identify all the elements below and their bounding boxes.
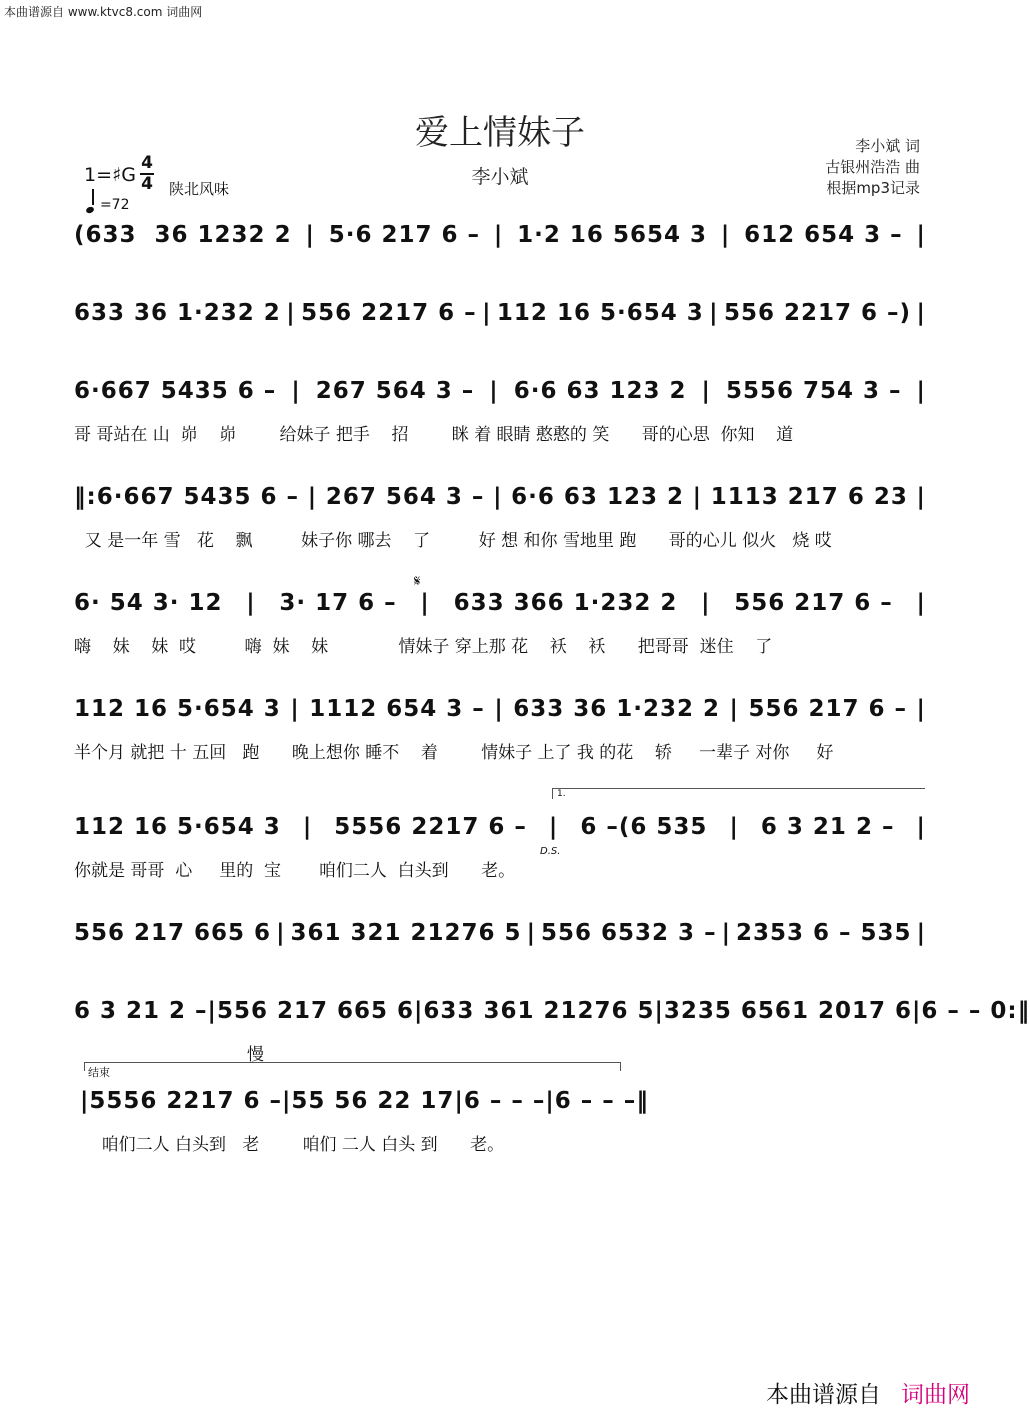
measure-notes: 556 217 6 –	[734, 590, 893, 616]
measure-notes: 267 564 3 –	[315, 378, 475, 404]
barline: |	[80, 1088, 90, 1114]
segno-icon: 𝄋	[414, 572, 421, 590]
quarter-note-icon	[85, 206, 95, 214]
barline: |	[916, 696, 926, 722]
barline: |	[729, 696, 739, 722]
slow-marking: 慢	[247, 1045, 264, 1065]
score-line-3	[74, 378, 926, 448]
barline: |	[302, 814, 313, 840]
score-line-8	[74, 920, 926, 960]
barline: |	[246, 590, 256, 616]
measure-notes: 6 3 21 2 –	[760, 814, 895, 840]
key-signature: 1=♯G	[84, 164, 136, 186]
style-marking: 陕北风味	[169, 180, 230, 198]
lyrics-row: 哥 哥站在 山 峁 峁 给妹子 把手 招 眯 着 眼睛 憨憨的 笑 哥的心思 你知 道	[74, 425, 794, 445]
barline: ‖	[636, 1088, 649, 1114]
time-signature-top: 4	[141, 153, 153, 173]
tempo-value: =72	[99, 197, 130, 213]
measure-notes: 6 – – –	[554, 1088, 637, 1114]
volta-bracket	[552, 788, 925, 799]
measure-notes: 6·6 63 123 2	[513, 378, 687, 404]
barline: |	[307, 484, 318, 510]
measure-notes: 361 321 21276 5	[290, 920, 522, 946]
watermark-top: 本曲谱源自 www.ktvc8.com 词曲网	[4, 5, 203, 19]
measure-notes: 633 366 1·232 2	[453, 590, 678, 616]
score-line-9	[74, 998, 1030, 1038]
barline: |	[720, 222, 731, 248]
watermark-source: 本曲谱源自	[766, 1382, 881, 1408]
barline: |	[911, 998, 922, 1024]
notes-row	[74, 998, 1030, 1024]
barline: |	[916, 222, 926, 248]
notes-row	[74, 814, 926, 840]
measure-notes: 55 56 22 17	[291, 1088, 455, 1114]
score-line-1	[74, 222, 926, 262]
barline: |	[916, 590, 926, 616]
song-title: 爱上情妹子	[415, 113, 585, 153]
measure-notes: 6·6 63 123 2	[511, 484, 684, 510]
time-signature-bottom: 4	[141, 174, 153, 194]
notes-row	[74, 920, 926, 946]
barline: |	[721, 920, 731, 946]
barline: |	[692, 484, 703, 510]
lyricist-credit: 李小斌 词	[855, 137, 920, 155]
measure-notes: 556 217 665 6	[216, 998, 415, 1024]
barline: |	[290, 696, 300, 722]
measure-notes: 267 564 3 –	[325, 484, 485, 510]
ending-label: 结束	[88, 1066, 110, 1079]
measure-notes: 6·667 5435 6 –	[74, 378, 277, 404]
measure-notes: 556 217 665 6	[74, 920, 272, 946]
barline: |	[489, 378, 499, 404]
lyrics-row: 你就是 哥哥 心 里的 宝 咱们二人 白头到 老。	[74, 861, 516, 881]
barline: |	[207, 998, 217, 1024]
barline: |	[482, 300, 492, 326]
lyrics-row: 嗨 妹 妹 哎 嗨 妹 妹 情妹子 穿上那 花 袄 袄 把哥哥 迷住 了	[74, 637, 773, 657]
ending-bracket	[84, 1062, 621, 1071]
notes-row	[74, 484, 926, 510]
time-signature	[139, 154, 155, 194]
measure-notes: 1·2 16 5654 3	[517, 222, 707, 248]
measure-notes: 6 – – –	[463, 1088, 546, 1114]
ds-mark: D.S.	[540, 846, 561, 857]
performer: 李小斌	[471, 166, 529, 188]
barline: |	[494, 696, 504, 722]
measure-notes: 556 2217 6 –	[301, 300, 477, 326]
composer-credit: 古银州浩浩 曲	[825, 158, 920, 176]
score-line-5	[74, 590, 926, 660]
notes-row	[74, 378, 926, 404]
barline: |	[916, 300, 926, 326]
measure-notes: 6 – – 0:‖	[921, 998, 1030, 1024]
notes-row	[80, 1088, 649, 1114]
volta-label: 1.	[557, 789, 566, 799]
lyrics-row: 半个月 就把 十 五回 跑 晚上想你 睡不 着 情妹子 上了 我 的花 轿 一辈子 对你 好	[74, 743, 834, 763]
measure-notes: (633 36 1232 2	[74, 222, 292, 248]
barline: |	[916, 378, 926, 404]
notes-row	[74, 222, 926, 248]
measure-notes: 5556 2217 6 –	[89, 1088, 282, 1114]
barline: |	[305, 222, 315, 248]
measure-notes: 5556 754 3 –	[725, 378, 902, 404]
measure-notes: 3235 6561 2017 6	[663, 998, 912, 1024]
measure-notes: 6 –(6 535	[580, 814, 708, 840]
measure-notes: 3· 17 6 –	[279, 590, 397, 616]
barline: |	[701, 590, 711, 616]
measure-notes: 556 2217 6 –)	[724, 300, 912, 326]
barline: |	[916, 484, 926, 510]
measure-notes: 6· 54 3· 12	[74, 590, 223, 616]
lyrics-row: 又 是一年 雪 花 飘 妹子你 哪去 了 好 想 和你 雪地里 跑 哥的心儿 似火 烧 哎	[74, 531, 832, 551]
barline: |	[709, 300, 719, 326]
measure-notes: 633 36 1·232 2	[74, 300, 281, 326]
score-line-4	[74, 484, 926, 554]
barline: |	[281, 1088, 292, 1114]
credits	[825, 136, 920, 199]
notes-row	[74, 696, 926, 722]
score-line-6	[74, 696, 926, 766]
barline: |	[916, 814, 926, 840]
watermark-site[interactable]: 词曲网	[901, 1382, 970, 1408]
barline: |	[729, 814, 739, 840]
barline: |	[545, 1088, 555, 1114]
measure-notes: 1112 654 3 –	[309, 696, 485, 722]
barline: |	[526, 920, 536, 946]
score-line-2	[74, 300, 926, 340]
lyrics-row: 咱们二人 白头到 老 咱们 二人 白头 到 老。	[80, 1135, 505, 1155]
barline: |	[286, 300, 296, 326]
measure-notes: 112 16 5·654 3	[74, 696, 281, 722]
notes-row	[74, 590, 926, 616]
measure-notes: ‖:6·667 5435 6 –	[74, 484, 299, 510]
measure-notes: 633 361 21276 5	[423, 998, 655, 1024]
measure-notes: 5·6 217 6 –	[328, 222, 481, 248]
measure-notes: 112 16 5·654 3	[496, 300, 704, 326]
measure-notes: 556 217 6 –	[748, 696, 908, 722]
measure-notes: 6 3 21 2 –	[74, 998, 208, 1024]
measure-notes: 2353 6 – 535	[736, 920, 912, 946]
barline: |	[548, 814, 559, 840]
barline: |	[420, 590, 430, 616]
score-line-10	[80, 1088, 649, 1158]
barline: |	[493, 222, 504, 248]
transcription-note: 根据mp3记录	[826, 179, 920, 197]
measure-notes: 633 36 1·232 2	[513, 696, 721, 722]
watermark-bottom	[766, 1376, 970, 1409]
barline: |	[701, 378, 711, 404]
barline: |	[276, 920, 286, 946]
measure-notes: 112 16 5·654 3	[74, 814, 281, 840]
barline: |	[916, 920, 926, 946]
barline: |	[654, 998, 664, 1024]
measure-notes: 5556 2217 6 –	[334, 814, 527, 840]
measure-notes: 612 654 3 –	[744, 222, 903, 248]
tempo-marking	[86, 193, 130, 213]
score-line-7	[74, 814, 926, 884]
measure-notes: 556 6532 3 –	[541, 920, 717, 946]
barline: |	[493, 484, 503, 510]
barline: |	[414, 998, 424, 1024]
barline: |	[454, 1088, 464, 1114]
notes-row	[74, 300, 926, 326]
measure-notes: 1113 217 6 23	[710, 484, 908, 510]
barline: |	[291, 378, 301, 404]
